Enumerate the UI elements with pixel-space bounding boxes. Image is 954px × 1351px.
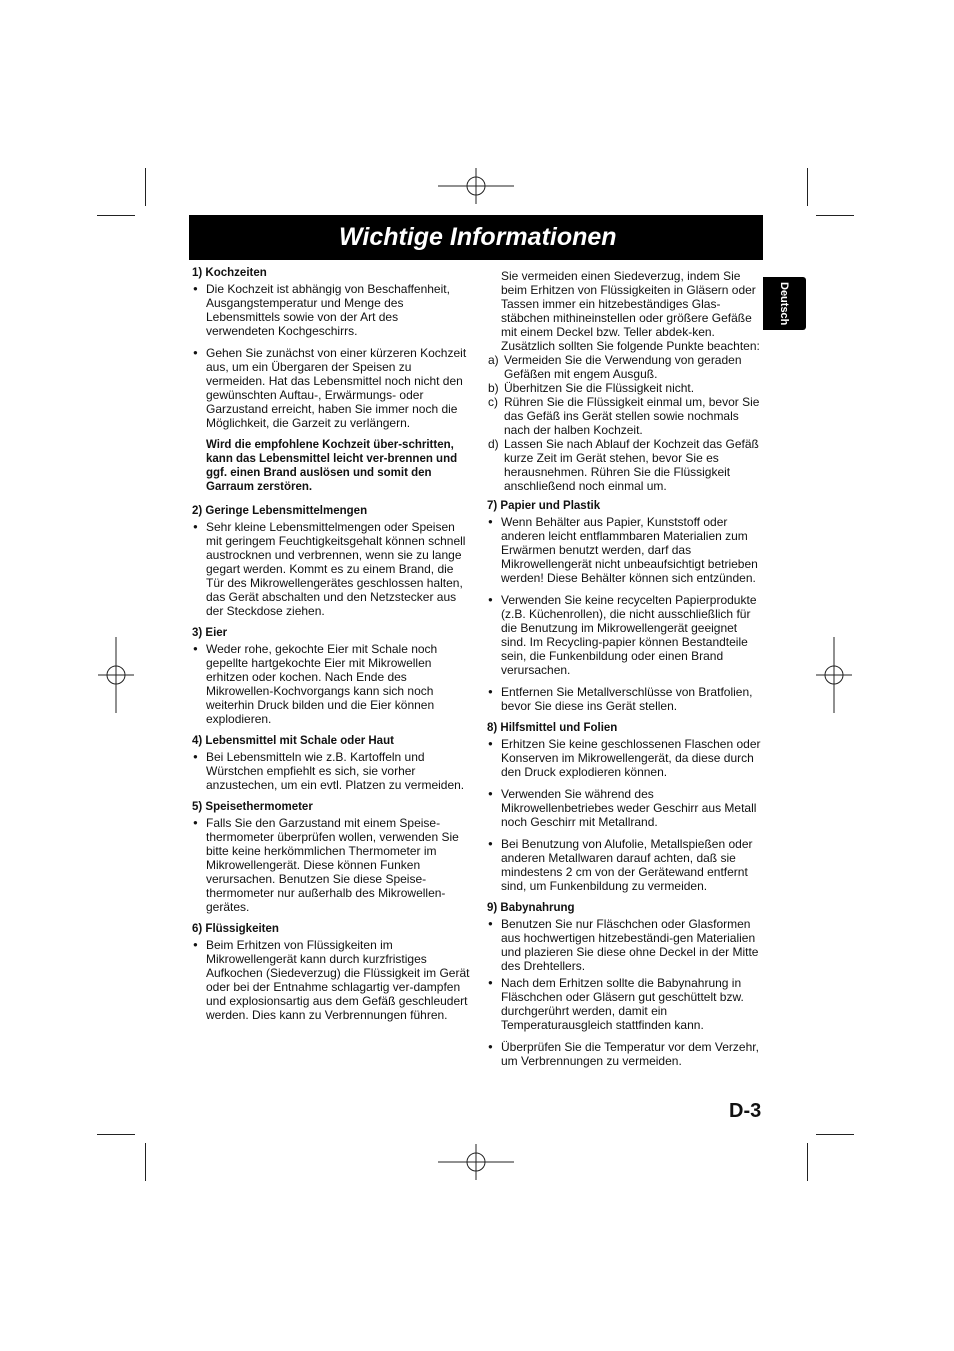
bullet-item: ● Sehr kleine Lebensmittelmengen oder Speisen mit geringem Feuchtigkeitsgehalt können schnell austrocknen und verbrennen, wenn sie zu lange gegart werden. Kommt es zu einem Brand, die Tür des Mikrowellengerätes geschlossen halten, das Gerät abschalten und den Netzstecker aus der Steckdose ziehen. bbox=[192, 520, 470, 618]
bullet-item: ● Verwenden Sie während des Mikrowellenbetriebes weder Geschirr aus Metall noch Geschirr mit Metallrand. bbox=[487, 787, 763, 829]
crop-mark bbox=[807, 168, 808, 206]
section-title: 6) Flüssigkeiten bbox=[192, 923, 279, 935]
list-text: Überhitzen Sie die Flüssigkeit nicht. bbox=[504, 381, 695, 395]
right-column bbox=[487, 269, 763, 1076]
language-tab-label: Deutsch bbox=[778, 282, 790, 326]
bullet-item: ● Weder rohe, gekochte Eier mit Schale noch gepellte hartgekochte Eier mit Mikrowellen erhitzen oder kochen. Nach Ende des Mikrowellen-Kochvorgangs kann sich noch weiterhin Druck bilden und die Eier können explodieren. bbox=[192, 642, 470, 726]
list-text: Lassen Sie nach Ablauf der Kochzeit das Gefäß kurze Zeit im Gerät stehen, bevor Sie es herausnehmen. Rühren Sie die Flüssigkeit anschließend noch einmal um. bbox=[504, 437, 759, 493]
crop-mark bbox=[807, 1143, 808, 1181]
bullet-item: ● Benutzen Sie nur Fläschchen oder Glasformen aus hochwertigen hitzebeständi-gen Materialien und plazieren Sie diese ohne Deckel in der Mitte des Drehtellers. bbox=[487, 917, 763, 973]
bullet-item: ● Bei Benutzung von Alufolie, Metallspießen oder anderen Metallwaren darauf achten, daß sie mindestens 2 cm von der Gerätewand entfernt sind, um Funkenbildung zu vermeiden. bbox=[487, 837, 763, 893]
section-title: 4) Lebensmittel mit Schale oder Haut bbox=[192, 735, 394, 747]
list-letter: c) bbox=[488, 395, 498, 409]
warning-paragraph: Wird die empfohlene Kochzeit über-schritten, kann das Lebensmittel leicht ver-brennen und ggf. einen Brand auslösen und somit den Garraum zerstören. bbox=[206, 439, 458, 493]
bullet-item: ● Überprüfen Sie die Temperatur vor dem Verzehr, um Verbrennungen zu vermeiden. bbox=[487, 1040, 763, 1068]
list-item bbox=[487, 353, 763, 381]
list-item bbox=[487, 395, 763, 437]
page-title: Wichtige Informationen bbox=[339, 223, 617, 251]
section-title: 7) Papier und Plastik bbox=[487, 500, 601, 512]
title-bar bbox=[189, 215, 763, 260]
bullet-item: ● Verwenden Sie keine recycelten Papierprodukte (z.B. Küchenrollen), die nicht ausschließlich für die Benutzung im Mikrowellengerät geeignet sind. Im Recycling-papier können Bestandteile sein, die Funkenbildung oder einen Brand verursachen. bbox=[487, 593, 763, 677]
language-tab bbox=[763, 277, 806, 330]
crop-mark bbox=[97, 215, 135, 216]
list-text: Rühren Sie die Flüssigkeit einmal um, bevor Sie das Gefäß ins Gerät stellen sowie nochmals nach der halben Kochzeit. bbox=[504, 395, 760, 437]
bullet-item: ● Die Kochzeit ist abhängig von Beschaffenheit, Ausgangstemperatur und Menge des Lebensmittels sowie von der Art des verwendeten Kochgeschirrs. bbox=[192, 282, 470, 338]
continued-paragraph: Sie vermeiden einen Siedeverzug, indem Sie beim Erhitzen von Flüssigkeiten in Gläsern oder Tassen immer ein hitzebeständiges Glas-stäbchen mithineinstellen oder größere Gefäße mit einem Deckel bzw. Teller abdek-ken. Zusätzlich sollten Sie folgende Punkte beachten: bbox=[501, 269, 760, 353]
crop-mark bbox=[816, 1134, 854, 1135]
registration-mark-icon bbox=[816, 637, 852, 713]
bullet-item: ● Gehen Sie zunächst von einer kürzeren Kochzeit aus, um ein Übergaren der Speisen zu vermeiden. Hat das Lebensmittel noch nicht den gewünschten Auftau-, Erwärmungs- oder Garzustand erreicht, haben Sie immer noch die Möglichkeit, die Garzeit zu verlängern. bbox=[192, 346, 470, 430]
registration-mark-icon bbox=[98, 637, 134, 713]
bullet-item: ● Beim Erhitzen von Flüssigkeiten im Mikrowellengerät kann durch kurzfristiges Aufkochen (Siedeverzug) die Flüssigkeit im Gerät oder bei der Entnahme schlagartig ver-dampfen und explosionsartig aus dem Gefäß geschleudert werden. Dies kann zu Verbrennungen führen. bbox=[192, 938, 470, 1022]
crop-mark bbox=[816, 215, 854, 216]
section-title: 8) Hilfsmittel und Folien bbox=[487, 722, 618, 734]
bullet-item: ● Erhitzen Sie keine geschlossenen Flaschen oder Konserven im Mikrowellengerät, da diese durch den Druck explodieren können. bbox=[487, 737, 763, 779]
list-letter: b) bbox=[488, 381, 499, 395]
crop-mark bbox=[145, 1143, 146, 1181]
list-letter: d) bbox=[488, 437, 499, 451]
section-title: 5) Speisethermometer bbox=[192, 801, 313, 813]
section-title: 1) Kochzeiten bbox=[192, 267, 267, 279]
bullet-item: ● Bei Lebensmitteln wie z.B. Kartoffeln und Würstchen empfiehlt es sich, sie vorher anzustechen, um ein evtl. Platzen zu vermeiden. bbox=[192, 750, 470, 792]
page-number: D-3 bbox=[729, 1100, 762, 1122]
list-letter: a) bbox=[488, 353, 499, 367]
bullet-item: ● Nach dem Erhitzen sollte die Babynahrung in Fläschchen oder Gläsern gut geschüttelt bzw. durchgerührt werden, damit ein Temperaturausgleich stattfinden kann. bbox=[487, 976, 763, 1032]
bullet-item: ● Falls Sie den Garzustand mit einem Speise-thermometer überprüfen wollen, verwenden Sie bitte keine herkömmlichen Thermometer im Mikrowellengerät. Diese können Funken verursachen. Benutzen Sie diese Speise-thermometer nur außerhalb des Mikrowellen-gerätes. bbox=[192, 816, 470, 914]
bullet-item: ● Wenn Behälter aus Papier, Kunststoff oder anderen leicht entflammbaren Materialien zum Erwärmen benutzt werden, darf das Mikrowellengerät nicht unbeaufsichtigt betrieben werden! Diese Behälter können sich entzünden. bbox=[487, 515, 763, 585]
left-column bbox=[192, 266, 470, 1030]
list-text: Vermeiden Sie die Verwendung von geraden Gefäßen mit engem Ausguß. bbox=[504, 353, 742, 381]
bullet-item: ● Entfernen Sie Metallverschlüsse von Bratfolien, bevor Sie diese ins Gerät stellen. bbox=[487, 685, 763, 713]
registration-mark-icon bbox=[438, 168, 514, 204]
registration-mark-icon bbox=[438, 1144, 514, 1180]
list-item bbox=[487, 437, 763, 493]
list-item bbox=[487, 381, 763, 395]
crop-mark bbox=[97, 1134, 135, 1135]
section-title: 2) Geringe Lebensmittelmengen bbox=[192, 505, 368, 517]
crop-mark bbox=[145, 168, 146, 206]
section-title: 3) Eier bbox=[192, 627, 228, 639]
section-title: 9) Babynahrung bbox=[487, 902, 575, 914]
